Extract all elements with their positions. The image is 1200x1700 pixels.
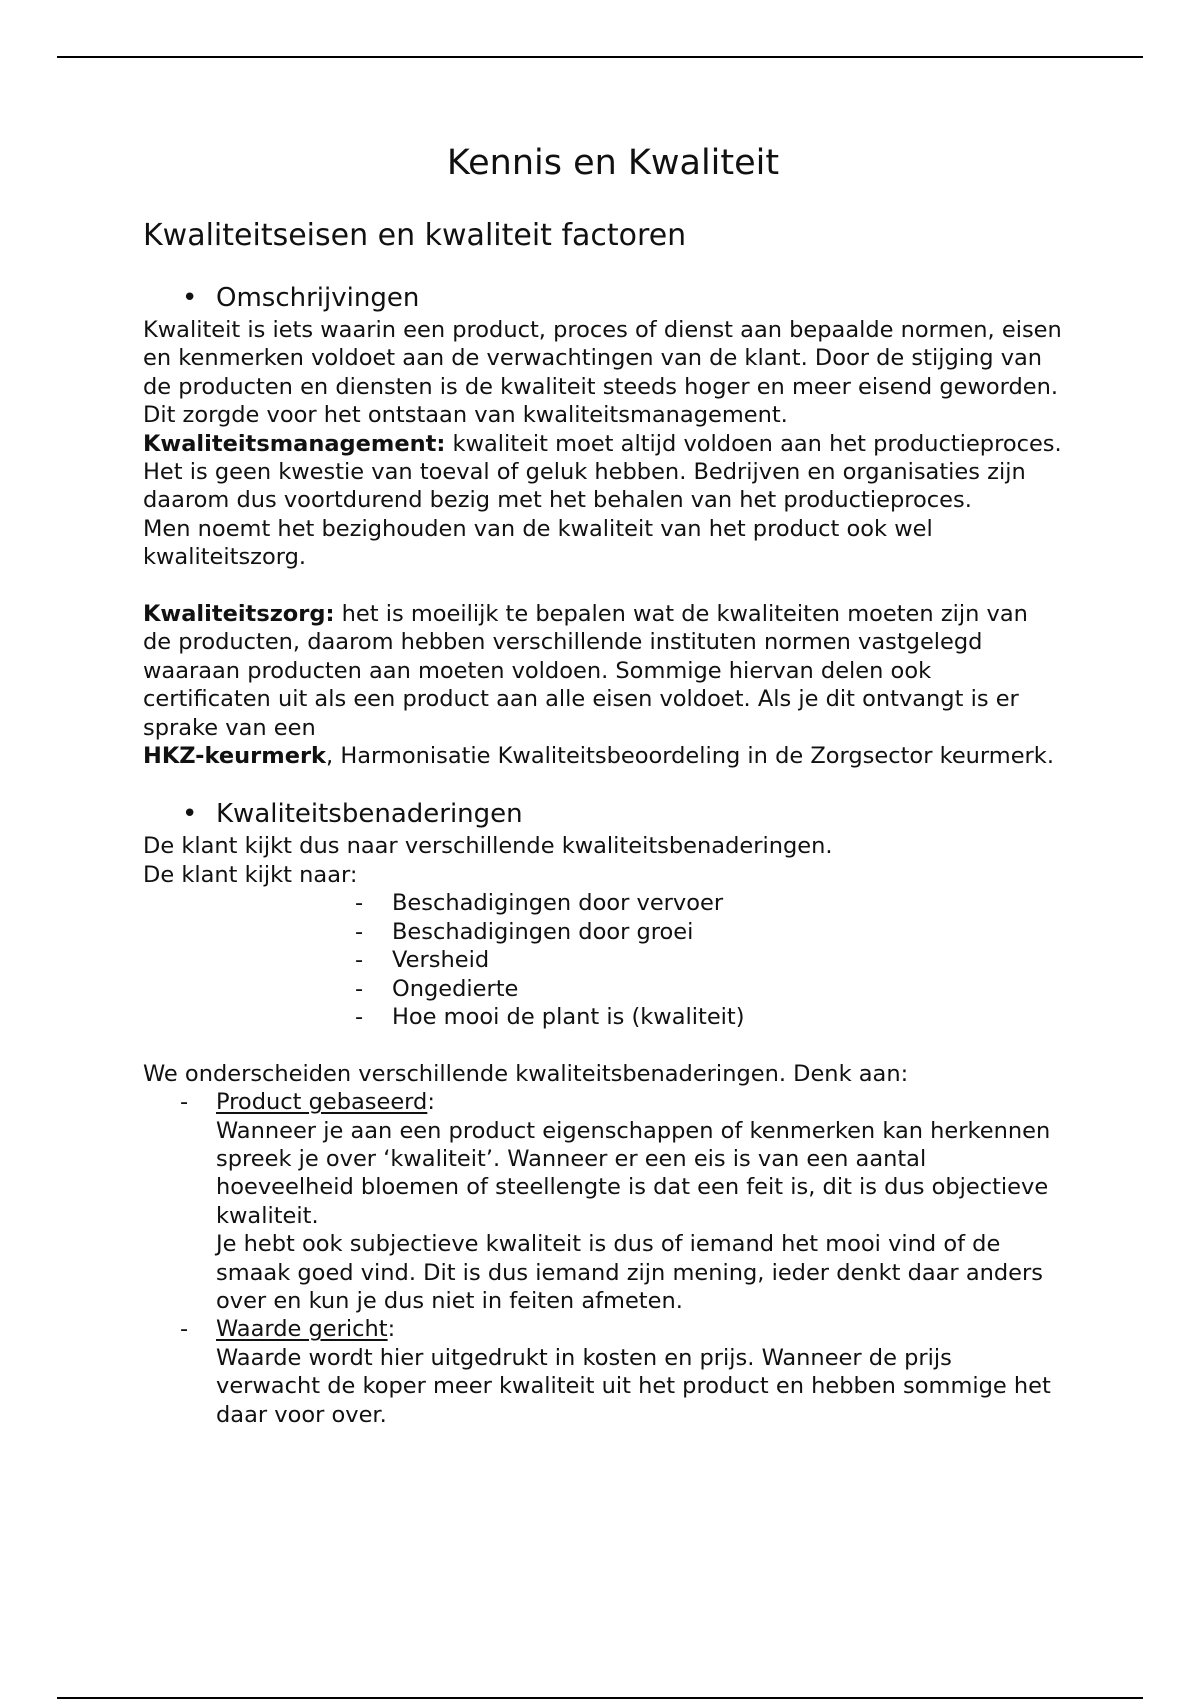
approach-text: Wanneer je aan een product eigenschappen of kenmerken kan herkennen spreek je over ‘kwaliteit’. Wanneer er een eis is van een aantal hoeveelheid bloemen of steellengte is dat een feit is, dit is dus objectieve kwaliteit. [216,1117,1051,1229]
subheading-kwaliteitsbenaderingen [143,796,1063,832]
section-heading: Kwaliteitseisen en kwaliteit factoren [143,218,687,253]
dash-marker: - [180,1316,189,1343]
approach-title [216,1088,1063,1116]
header-rule [57,56,1143,58]
approach-colon: : [427,1089,435,1116]
approach-label: Product gebaseerd [216,1089,428,1116]
approach-title [216,1315,1063,1343]
approach-text: Waarde wordt hier uitgedrukt in kosten en prijs. Wanneer de prijs verwacht de koper meer kwaliteit uit het product en hebben sommige het daar voor over. [216,1344,1051,1428]
kwaliteitszorg-paragraph [143,600,1063,742]
term-label: Kwaliteitszorg: [143,601,335,628]
document-title: Kennis en Kwaliteit [446,143,780,183]
document-page [143,138,1063,1429]
bullet-icon: • [182,283,198,313]
subheading-label: Kwaliteitsbenaderingen [216,799,523,830]
list-item: - Hoe mooi de plant is (kwaliteit) [355,1003,1063,1031]
approach-waarde-gericht [143,1315,1063,1429]
approach-label: Waarde gericht [216,1316,388,1343]
hkz-paragraph [143,742,1063,770]
subheading-omschrijvingen [143,280,1063,316]
dash-marker: - [180,1089,189,1116]
term-text: kwaliteit moet altijd voldoen aan het productieproces. Het is geen kwestie van toeval of geluk hebben. Bedrijven en organisaties zijn daarom dus voortdurend bezig met het behalen van het productieproces. [143,430,1062,514]
term-text: , Harmonisatie Kwaliteitsbeoordeling in de Zorgsector keurmerk. [326,743,1054,770]
approach-product-gebaseerd [143,1088,1063,1315]
approach-colon: : [387,1316,396,1343]
definition-paragraph: Kwaliteit is iets waarin een product, proces of dienst aan bepaalde normen, eisen en kenmerken voldoet aan de verwachtingen van de klant. Door de stijging van de producten en diensten is de kwaliteit steeds hoger en meer eisend geworden. Dit zorgde voor het ontstaan van kwaliteitsmanagement. [143,317,1062,429]
kwaliteitszorg-note: Men noemt het bezighouden van de kwaliteit van het product ook wel kwaliteitszorg. [143,515,933,571]
footer-rule [57,1697,1143,1699]
criteria-list [143,889,1063,1031]
term-label: HKZ-keurmerk [143,743,327,770]
list-item: - Beschadigingen door vervoer [355,889,1063,917]
list-item: - Ongedierte [355,975,1063,1003]
kwaliteitsmanagement-paragraph [143,430,1063,515]
term-label: Kwaliteitsmanagement: [143,430,446,457]
subheading-label: Omschrijvingen [216,283,420,313]
term-text: het is moeilijk te bepalen wat de kwaliteiten moeten zijn van de producten, daarom hebben verschillende instituten normen vastgelegd waaraan producten aan moeten voldoen. Sommige hiervan delen ook certificaten uit als een product aan alle eisen voldoet. Als je dit ontvangt is er sprake van een [143,601,1028,741]
paragraph-gap [143,572,1063,600]
paragraph-gap [143,1031,1063,1059]
approach-text: Je hebt ook subjectieve kwaliteit is dus of iemand het mooi vind of de smaak goed vind. Dit is dus iemand zijn mening, ieder denkt daar anders over en kun je dus niet in feiten afmeten. [216,1231,1043,1314]
benaderingen-intro: We onderscheiden verschillende kwaliteitsbenaderingen. Denk aan: [143,1060,909,1087]
benaderingen-line: De klant kijkt dus naar verschillende kwaliteitsbenaderingen. [143,833,833,860]
bullet-icon: • [182,799,198,830]
list-item: - Versheid [355,946,1063,974]
list-item: - Beschadigingen door groei [355,918,1063,946]
benaderingen-line: De klant kijkt naar: [143,861,358,888]
